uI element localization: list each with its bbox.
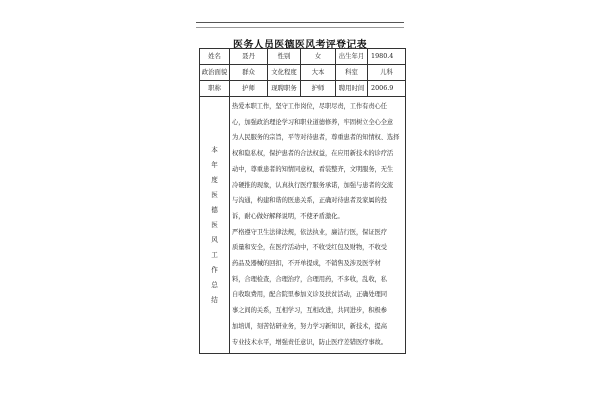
summary-line: 质量和安全，在医疗活动中，不收受红包及财物，不收受 — [232, 244, 387, 252]
side-label-char: 风 — [211, 235, 218, 244]
title-value: 护师 — [230, 81, 268, 97]
name-label: 姓名 — [200, 49, 230, 65]
summary-line: 冷硬推的现象，认真执行医疗服务承诺，加强与患者的交流 — [232, 181, 394, 189]
info-row-3 — [200, 81, 406, 97]
side-label-char: 本 — [211, 145, 218, 154]
info-row-2 — [200, 65, 406, 81]
political-value: 群众 — [230, 65, 268, 81]
summary-row — [200, 97, 406, 354]
summary-line: 诉，耐心做好解释说明，不使矛盾激化。 — [232, 212, 344, 220]
name-value: 聂丹 — [230, 49, 268, 65]
evaluation-form-table — [199, 48, 406, 354]
header-rule — [196, 22, 404, 23]
info-row-1 — [200, 49, 406, 65]
summary-line: 专业技术水平，增强责任意识，防止医疗差错医疗事故。 — [232, 338, 387, 346]
summary-line: 自收取费用，配合院里参加义诊及扶贫活动，正确处理同 — [232, 291, 387, 299]
education-label: 文化程度 — [268, 65, 301, 81]
summary-line: 心，加强政治理论学习和职业道德修养，牢固树立全心全意 — [232, 118, 394, 126]
side-label-char: 年 — [211, 160, 218, 169]
birth-label: 出生年月 — [336, 49, 368, 65]
summary-line: 严格遵守卫生法律法规，依法执业，廉洁行医，保证医疗 — [232, 228, 387, 236]
side-label-char: 作 — [211, 265, 218, 274]
position-label: 现聘职务 — [268, 81, 301, 97]
side-label-char: 结 — [211, 295, 218, 304]
summary-side-label — [200, 97, 230, 354]
summary-line: 动中，尊重患者的知情同意权，看装整齐，文明服务，无生 — [232, 165, 394, 173]
summary-line: 药品及器械的回扣，不开单提成，不销售及涉及医学材 — [232, 260, 381, 268]
dept-value: 儿科 — [368, 65, 406, 81]
education-value: 大本 — [301, 65, 336, 81]
summary-content — [230, 97, 406, 354]
summary-line: 与沟通，构建和谐的医患关系，正确对待患者及家属的投 — [232, 197, 387, 205]
gender-value: 女 — [301, 49, 336, 65]
summary-line: 权和隐私权，保护患者的合法权益，在应用新技术的诊疗活 — [232, 150, 394, 158]
summary-line: 料，合理检查，合理治疗，合理用药，不多收，乱收，私 — [232, 275, 387, 283]
side-label-char: 总 — [211, 280, 218, 289]
dept-label: 科室 — [336, 65, 368, 81]
position-value: 护师 — [301, 81, 336, 97]
political-label: 政治面貌 — [200, 65, 230, 81]
summary-line: 事之间的关系，互相学习，互相改进，共同进步，积极参 — [232, 307, 387, 315]
birth-value: 1980.4 — [368, 49, 406, 65]
hire-label: 聘用时间 — [336, 81, 368, 97]
summary-line: 热爱本职工作，坚守工作岗位，尽职尽责，工作有责心任 — [232, 103, 387, 110]
header-rule-secondary — [196, 27, 404, 28]
summary-line: 为人民服务的宗旨，平等对待患者，尊重患者的知情权、选择 — [232, 134, 400, 142]
hire-value: 2006.9 — [368, 81, 406, 97]
title-label: 职称 — [200, 81, 230, 97]
gender-label: 性别 — [268, 49, 301, 65]
side-label-char: 德 — [211, 205, 218, 214]
side-label-char: 度 — [211, 175, 218, 184]
document-title: 医务人员医德医风考评登记表 — [233, 40, 367, 51]
side-label-char: 医 — [211, 190, 218, 199]
summary-line: 加培训，刻苦钻研业务，努力学习新知识，新技术，提高 — [232, 322, 387, 330]
side-label-char: 医 — [211, 220, 218, 229]
side-label-char: 工 — [211, 250, 218, 259]
